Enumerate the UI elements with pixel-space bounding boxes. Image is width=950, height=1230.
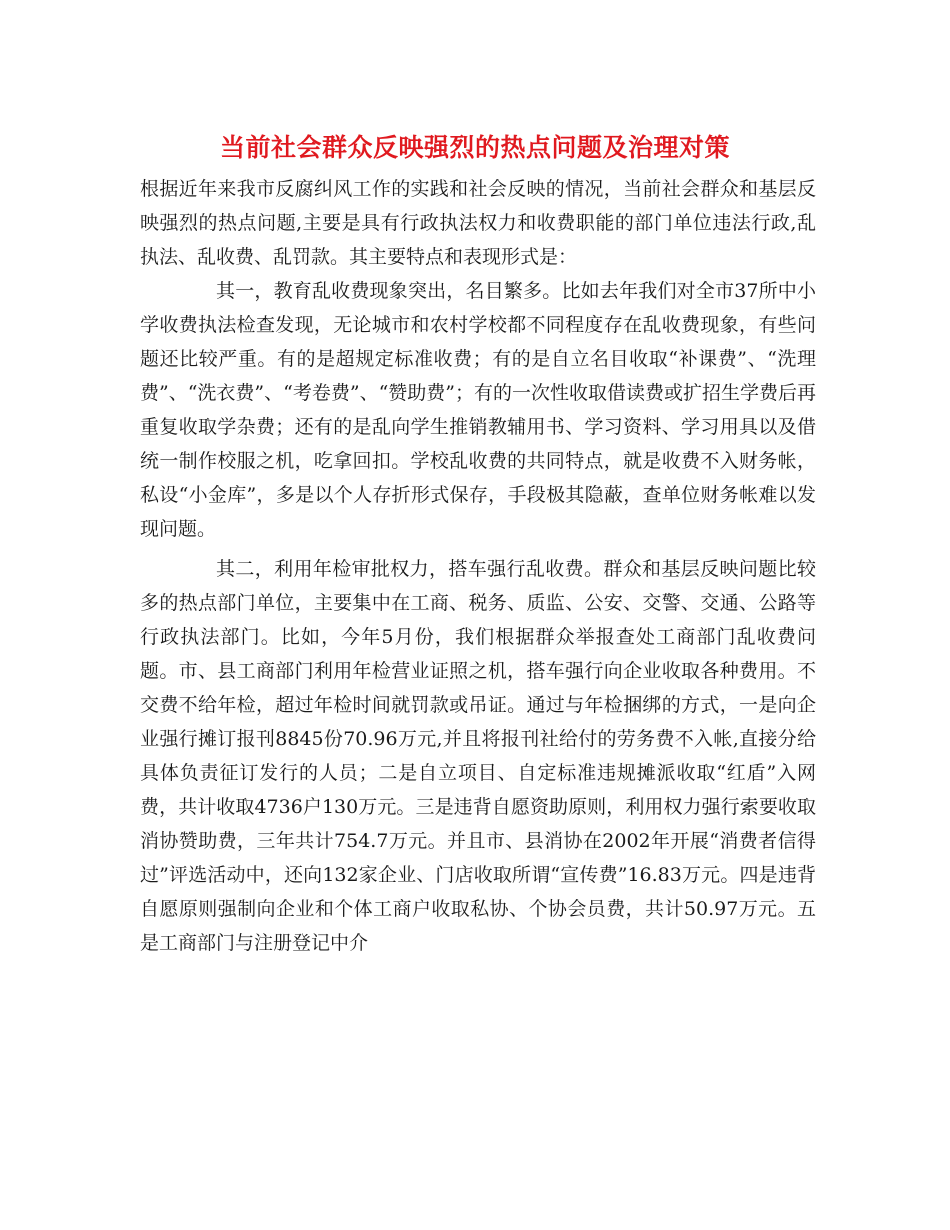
document-body — [140, 172, 816, 960]
paragraph-intro: 根据近年来我市反腐纠风工作的实践和社会反映的情况，当前社会群众和基层反映强烈的热点问题,主要是具有行政执法权力和收费职能的部门单位违法行政,乱执法、乱收费、乱罚款。其主要特点和表现形式是： — [140, 178, 816, 268]
document-title: 当前社会群众反映强烈的热点问题及治理对策 — [219, 133, 730, 162]
paragraph-point-one: 其一，教育乱收费现象突出，名目繁多。比如去年我们对全市37所中小学收费执法检查发现，无论城市和农村学校都不同程度存在乱收费现象，有些问题还比较严重。有的是超规定标准收费；有的是自立名目收取“补课费”、“洗理费”、“洗衣费”、“考卷费”、“赞助费”；有的一次性收取借读费或扩招生学费后再重复收取学杂费；还有的是乱向学生推销教辅用书、学习资料、学习用具以及借统一制作校服之机，吃拿回扣。学校乱收费的共同特点，就是收费不入财务帐，私设“小金库”，多是以个人存折形式保存，手段极其隐蔽，查单位财务帐难以发现问题。 — [140, 280, 816, 540]
paragraph-point-two: 其二，利用年检审批权力，搭车强行乱收费。群众和基层反映问题比较多的热点部门单位，主要集中在工商、税务、质监、公安、交警、交通、公路等行政执法部门。比如，今年5月份，我们根据群众举报查处工商部门乱收费问题。市、县工商部门利用年检营业证照之机，搭车强行向企业收取各种费用。不交费不给年检，超过年检时间就罚款或吊证。通过与年检捆绑的方式，一是向企业强行摊订报刊8845份70.96万元,并且将报刊社给付的劳务费不入帐,直接分给具体负责征订发行的人员；二是自立项目、自定标准违规摊派收取“红盾”入网费，共计收取4736户130万元。三是违背自愿资助原则，利用权力强行索要收取消协赞助费，三年共计754.7万元。并且市、县消协在2002年开展“消费者信得过”评选活动中，还向132家企业、门店收取所谓“宣传费”16.83万元。四是违背自愿原则强制向企业和个体工商户收取私协、个协会员费，共计50.97万元。五是工商部门与注册登记中介 — [140, 558, 816, 954]
